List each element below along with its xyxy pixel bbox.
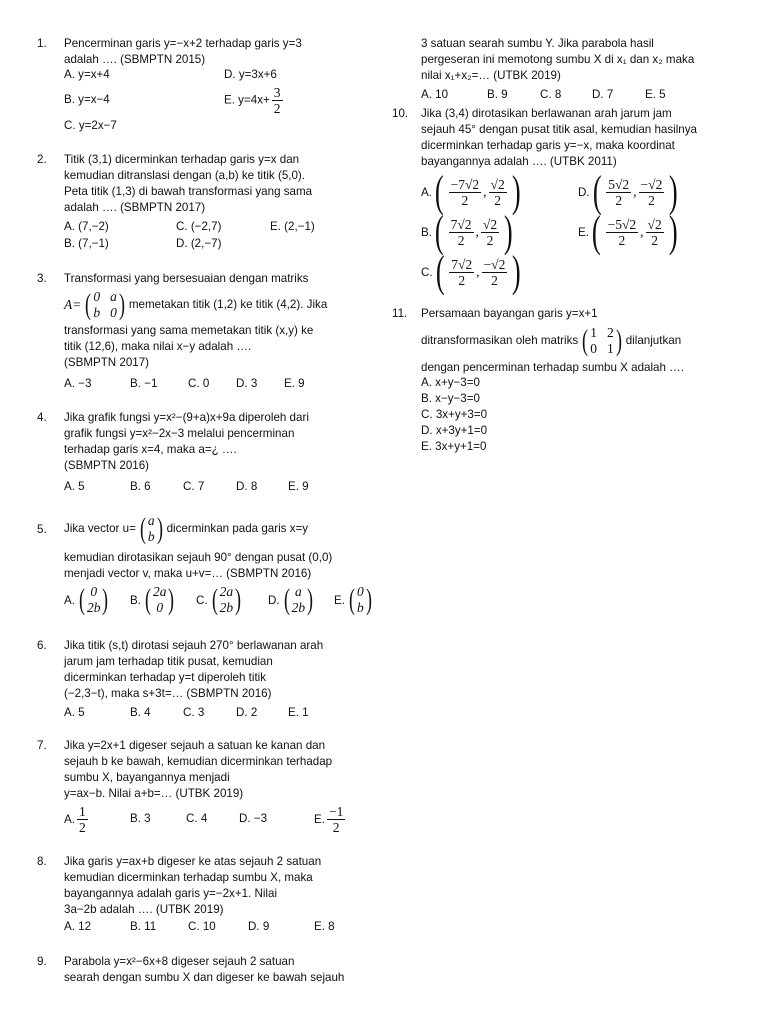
vector: ( 0 2b ): [78, 583, 109, 616]
question-text: memetakan titik (1,2) ke titik (4,2). Jika: [128, 298, 328, 311]
vector: ( 2a 0 ): [144, 583, 175, 616]
question-text: Jika garis y=ax+b digeser ke atas sejauh 2 satuan: [64, 855, 322, 868]
vector: ( 0 b ): [348, 583, 372, 616]
question-number: 7.: [37, 739, 47, 752]
question-3: [37, 271, 384, 371]
question-text: nilai x₁+x₂=… (UTBK 2019): [421, 69, 561, 82]
question-2: [37, 152, 384, 216]
option-b[interactable]: B. 4: [130, 706, 151, 719]
question-1: [37, 36, 384, 68]
question-number: 11.: [392, 307, 408, 320]
option-a[interactable]: A. −3: [64, 377, 92, 390]
option-c[interactable]: [196, 584, 245, 616]
option-d[interactable]: D. −3: [239, 812, 268, 825]
question-4: [37, 410, 384, 474]
coordinate-x: $\frac{7√2}{2}$: [451, 256, 473, 288]
option-e[interactable]: E. 9: [284, 377, 305, 390]
option-a[interactable]: A. 10: [421, 88, 449, 101]
option-d[interactable]: D. x+3y+1=0: [421, 424, 488, 437]
question-text: Transformasi yang bersesuaian dengan matriks: [64, 272, 309, 285]
option-b[interactable]: B. x−y−3=0: [421, 392, 480, 405]
option-c[interactable]: C. 0: [188, 377, 210, 390]
matrix-label: A=: [64, 297, 82, 312]
option-e[interactable]: E. 5: [645, 88, 666, 101]
coordinate-y: $\frac{-√2}{2}$: [483, 256, 506, 288]
fraction: $\frac{3}{2}$: [273, 85, 281, 116]
question-text: kemudian dicerminkan terhadap sumbu X, maka: [64, 871, 313, 884]
option-a[interactable]: A. y=x+4: [64, 68, 110, 81]
question-matrix-line: [421, 322, 751, 360]
option-e[interactable]: [334, 584, 376, 616]
option-e[interactable]: E. 8: [314, 920, 335, 933]
option-label: A.: [64, 593, 75, 607]
question-text: grafik fungsi y=x²−2x−3 melalui pencerminan: [64, 427, 295, 440]
question-text: kemudian dirotasikan sejauh 90° dengan pusat (0,0): [64, 551, 333, 564]
option-d[interactable]: D. 7: [592, 88, 614, 101]
option-e-text: E. y=4x+: [224, 93, 270, 107]
question-text: adalah …. (SBMPTN 2017): [64, 201, 206, 214]
question-text: y=ax−b. Nilai a+b=… (UTBK 2019): [64, 787, 244, 800]
question-number: 8.: [37, 855, 47, 868]
coordinate-y: $\frac{√2}{2}$: [490, 176, 505, 208]
coordinate-x: $\frac{5√2}{2}$: [608, 176, 630, 208]
option-d[interactable]: [268, 584, 317, 616]
question-text: dengan pencerminan terhadap sumbu X adalah ….: [421, 361, 684, 374]
option-d[interactable]: D. 3: [236, 377, 258, 390]
question-text: transformasi yang sama memetakan titik (x,y) ke: [64, 324, 314, 337]
fraction: $\frac{1}{2}$: [78, 804, 86, 835]
option-c[interactable]: C. 3: [183, 706, 205, 719]
option-b[interactable]: B. y=x−4: [64, 93, 110, 106]
option-c[interactable]: C. (−2,7): [176, 220, 222, 233]
option-e[interactable]: E. 3x+y+1=0: [421, 440, 487, 453]
question-9-continued: [421, 36, 751, 84]
question-text: titik (12,6), maka nilai x−y adalah ….: [64, 340, 252, 353]
option-label: D.: [268, 593, 280, 607]
question-number: 3.: [37, 272, 47, 285]
option-d[interactable]: D. ( $\frac{5√2}{2}$ , $\frac{-√2}{2}$ ): [578, 167, 679, 216]
option-b[interactable]: [130, 584, 178, 616]
option-label: E.: [334, 593, 345, 607]
vector-u: ( a b ): [139, 512, 163, 545]
option-c[interactable]: C. 4: [186, 812, 208, 825]
question-text: sejauh 45° dengan pusat titik asal, kemudian hasilnya: [421, 123, 697, 136]
option-label: A.: [64, 813, 75, 826]
question-text: Jika vector u=: [64, 522, 136, 535]
question-5: [37, 510, 384, 582]
option-label: D.: [578, 185, 590, 199]
coordinate-x: $\frac{-7√2}{2}$: [450, 176, 480, 208]
option-a[interactable]: A. (7,−2): [64, 220, 109, 233]
option-b[interactable]: B. (7,−1): [64, 237, 109, 250]
question-text: 3 satuan searah sumbu Y. Jika parabola hasil: [421, 37, 654, 50]
option-a[interactable]: A. 12: [64, 920, 92, 933]
option-a[interactable]: [64, 804, 90, 835]
option-d[interactable]: D. 9: [248, 920, 270, 933]
option-c[interactable]: C. 3x+y+3=0: [421, 408, 488, 421]
question-text: Peta titik (1,3) di bawah transformasi yang sama: [64, 185, 313, 198]
question-number: 5.: [37, 523, 47, 536]
option-e[interactable]: E. 9: [288, 480, 309, 493]
option-d[interactable]: D. 8: [236, 480, 258, 493]
question-text: bayangannya adalah garis y=−2x+1. Nilai: [64, 887, 278, 900]
option-e[interactable]: [314, 804, 347, 835]
option-c[interactable]: C. 7: [183, 480, 205, 493]
option-b[interactable]: B. ( $\frac{7√2}{2}$ , $\frac{√2}{2}$ ): [421, 207, 513, 256]
option-c[interactable]: C. y=2x−7: [64, 119, 117, 132]
option-a[interactable]: A. ( $\frac{-7√2}{2}$ , $\frac{√2}{2}$ ): [421, 167, 521, 216]
question-9: [37, 954, 384, 986]
question-10: [392, 106, 751, 170]
option-c[interactable]: C. 8: [540, 88, 562, 101]
fraction: $\frac{-1}{2}$: [328, 804, 344, 835]
matrix: ( 1 2 0 1 ): [582, 324, 622, 357]
question-text: Jika grafik fungsi y=x²−(9+a)x+9a diperoleh dari: [64, 411, 309, 424]
vector: ( 2a 2b ): [211, 583, 242, 616]
option-e[interactable]: [224, 85, 285, 116]
coordinate-y: $\frac{√2}{2}$: [482, 216, 498, 248]
option-label: E.: [578, 225, 589, 239]
question-vector-line: [64, 510, 384, 548]
question-text: ditransformasikan oleh matriks: [421, 334, 579, 347]
question-text: pergeseran ini memotong sumbu X di x₁ dan x₂ maka: [421, 53, 695, 66]
question-text: terhadap garis x=4, maka a=¿ ….: [64, 443, 237, 456]
coordinate-y: $\frac{-√2}{2}$: [640, 176, 663, 208]
question-text: (SBMPTN 2017): [64, 356, 150, 369]
option-b[interactable]: B. −1: [130, 377, 158, 390]
question-number: 1.: [37, 37, 47, 50]
option-label: E.: [314, 813, 325, 826]
question-6: [37, 638, 384, 702]
option-d[interactable]: D. 2: [236, 706, 258, 719]
question-8: [37, 854, 384, 918]
question-text: Jika y=2x+1 digeser sejauh a satuan ke kanan dan: [64, 739, 326, 752]
option-d[interactable]: D. (2,−7): [176, 237, 222, 250]
vector: ( a 2b ): [283, 583, 314, 616]
option-b[interactable]: B. 11: [130, 920, 157, 933]
question-text: Titik (3,1) dicerminkan terhadap garis y=x dan: [64, 153, 300, 166]
question-text: Parabola y=x²−6x+8 digeser sejauh 2 satuan: [64, 955, 295, 968]
option-label: C.: [196, 593, 208, 607]
option-a[interactable]: A. x+y−3=0: [421, 376, 480, 389]
question-text: Jika (3,4) dirotasikan berlawanan arah jarum jam: [421, 107, 672, 120]
option-a[interactable]: A. 5: [64, 706, 85, 719]
question-text: bayangannya adalah …. (UTBK 2011): [421, 155, 617, 168]
option-c[interactable]: C. ( $\frac{7√2}{2}$ , $\frac{-√2}{2}$ ): [421, 247, 522, 296]
coordinate-x: $\frac{-5√2}{2}$: [607, 216, 637, 248]
question-text: adalah …. (SBMPTN 2015): [64, 53, 206, 66]
option-d[interactable]: D. y=3x+6: [224, 68, 277, 81]
question-text: searah dengan sumbu X dan digeser ke bawah sejauh: [64, 971, 345, 984]
question-text: menjadi vector v, maka u+v=… (SBMPTN 2016): [64, 567, 312, 580]
question-number: 6.: [37, 639, 47, 652]
option-e[interactable]: E. (2,−1): [270, 220, 315, 233]
question-text: 3a−2b adalah …. (UTBK 2019): [64, 903, 224, 916]
option-label: A.: [421, 185, 432, 199]
question-matrix-line: [64, 287, 384, 323]
question-number: 4.: [37, 411, 47, 424]
question-text: kemudian ditranslasi dengan (a,b) ke titik (5,0).: [64, 169, 306, 182]
matrix: ( 0 a b 0 ): [85, 288, 125, 321]
option-b[interactable]: B. 3: [130, 812, 151, 825]
question-text: sumbu X, bayangannya menjadi: [64, 771, 230, 784]
question-text: jarum jam terhadap titik pusat, kemudian: [64, 655, 273, 668]
question-number: 9.: [37, 955, 47, 968]
option-c[interactable]: C. 10: [188, 920, 216, 933]
question-text: (SBMPTN 2016): [64, 459, 150, 472]
option-b[interactable]: B. 9: [487, 88, 508, 101]
question-text: Jika titik (s,t) dirotasi sejauh 270° berlawanan arah: [64, 639, 324, 652]
coordinate-y: $\frac{√2}{2}$: [647, 216, 662, 248]
question-text: dicerminkan terhadap garis y=−x, maka koordinat: [421, 139, 675, 152]
option-e[interactable]: E. 1: [288, 706, 309, 719]
option-label: B.: [130, 593, 141, 607]
question-text: dilanjutkan: [625, 334, 682, 347]
question-text: sejauh b ke bawah, kemudian dicerminkan terhadap: [64, 755, 333, 768]
coordinate-x: $\frac{7√2}{2}$: [450, 216, 472, 248]
option-a[interactable]: A. 5: [64, 480, 85, 493]
question-text: Persamaan bayangan garis y=x+1: [421, 307, 598, 320]
question-text: Pencerminan garis y=−x+2 terhadap garis y=3: [64, 37, 302, 50]
question-7: [37, 738, 384, 802]
question-11: [392, 306, 751, 376]
option-label: B.: [421, 225, 432, 239]
option-label: C.: [421, 265, 433, 279]
question-number: 2.: [37, 153, 47, 166]
question-text: dicerminkan pada garis x=y: [166, 522, 309, 535]
option-a[interactable]: [64, 584, 112, 616]
question-number: 10.: [392, 107, 409, 120]
option-e[interactable]: E. ( $\frac{-5√2}{2}$ , $\frac{√2}{2}$ ): [578, 207, 678, 256]
option-b[interactable]: B. 6: [130, 480, 151, 493]
question-text: (−2,3−t), maka s+3t=… (SBMPTN 2016): [64, 687, 272, 700]
question-text: dicerminkan terhadap y=t diperoleh titik: [64, 671, 267, 684]
